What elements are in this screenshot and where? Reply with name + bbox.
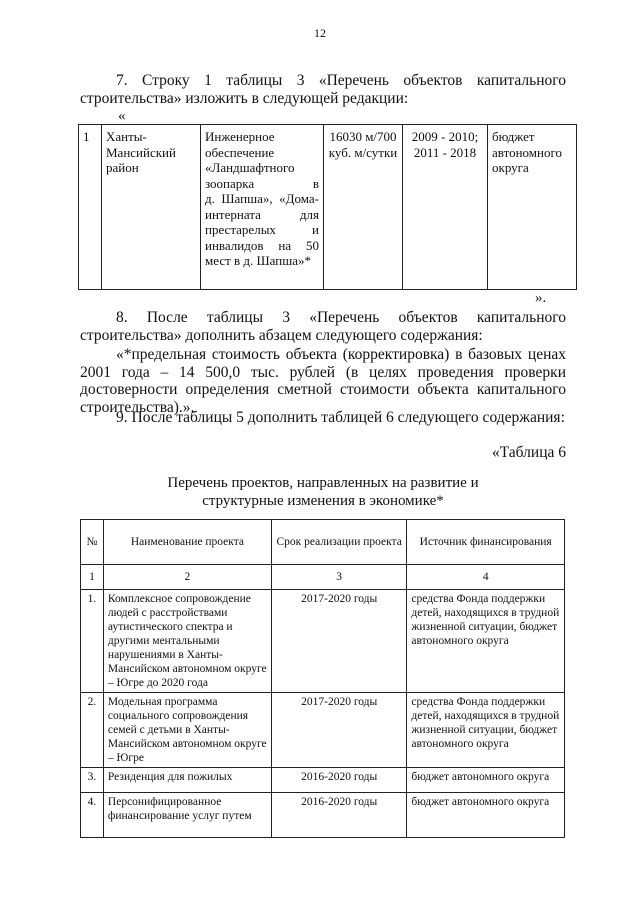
project-source: бюджет автономного округа [407, 793, 565, 838]
project-name: Персонифицированное финансирование услуг путем [103, 793, 271, 838]
project-term: 2017-2020 годы [271, 693, 406, 768]
project-term: 2017-2020 годы [271, 590, 406, 693]
project-name: Комплексное сопровождение людей с расстройствами аутистического спектра и другими ментальными нарушениями в Ханты-Мансийском автономном округе – Югре до 2020 года [103, 590, 271, 693]
index-cell: 4 [407, 565, 565, 590]
row-place: Ханты-Мансийский район [102, 125, 201, 290]
table-row [81, 590, 565, 693]
row-number: 1 [79, 125, 102, 290]
table-row [81, 693, 565, 768]
object-line: зоопарка в [205, 175, 319, 191]
project-source: средства Фонда поддержки детей, находящихся в трудной жизненной ситуации, бюджет автономного округа [407, 693, 565, 768]
project-term: 2016-2020 годы [271, 793, 406, 838]
table-row [81, 768, 565, 793]
object-line: д. Шапша», «Дома- [205, 191, 319, 206]
table-row [81, 793, 565, 838]
table-header-row [81, 520, 565, 565]
object-line: инвалидов на 50 [205, 237, 319, 253]
row-source: бюджет автономного округа [488, 125, 577, 290]
table-6 [80, 519, 565, 838]
header-name: Наименование проекта [103, 520, 271, 565]
object-line: мест в д. Шапша»* [205, 253, 311, 268]
item-8-text: 8. После таблицы 3 «Перечень объектов капитального строительства» дополнить абзацем следующего содержания: [80, 309, 566, 344]
open-quote: « [118, 108, 126, 124]
object-line: интерната для [205, 206, 319, 222]
index-cell: 2 [103, 565, 271, 590]
project-name: Модельная программа социального сопровождения семей с детьми в Ханты-Мансийском автономном округе – Югре [103, 693, 271, 768]
project-term: 2016-2020 годы [271, 768, 406, 793]
table-row [79, 125, 577, 290]
row-object [201, 125, 324, 290]
object-line: «Ландшафтного [205, 160, 295, 175]
item-8-quote: «*предельная стоимость объекта (корректировка) в базовых ценах 2001 года – 14 500,0 тыс. рублей (в целях проведения проверки достоверности определения сметной стоимости объекта капитального строительства).». [80, 346, 566, 416]
item-9-text: 9. После таблицы 5 дополнить таблицей 6 следующего содержания: [116, 409, 565, 426]
table-6-title [80, 474, 566, 510]
header-source: Источник финансирования [407, 520, 565, 565]
project-source: средства Фонда поддержки детей, находящихся в трудной жизненной ситуации, бюджет автономного округа [407, 590, 565, 693]
table-6-title-line-1: Перечень проектов, направленных на развитие и [167, 475, 479, 491]
row-capacity: 16030 м/700 куб. м/сутки [324, 125, 403, 290]
object-line: обеспечение [205, 144, 275, 160]
header-number: № [81, 520, 104, 565]
close-quote: ». [535, 290, 547, 306]
item-7-text: 7. Строку 1 таблицы 3 «Перечень объектов капитального строительства» изложить в следующей редакции: [80, 72, 566, 107]
index-cell: 1 [81, 565, 104, 590]
row-number: 1. [81, 590, 104, 693]
table-3-row-fragment [78, 124, 577, 290]
row-number: 2. [81, 693, 104, 768]
row-years: 2009 - 2010; 2011 - 2018 [403, 125, 488, 290]
table-6-title-line-2: структурные изменения в экономике* [202, 493, 444, 509]
table-6-caption: «Таблица 6 [491, 444, 566, 461]
object-line: престарелых и [205, 222, 319, 237]
project-source: бюджет автономного округа [407, 768, 565, 793]
row-number: 3. [81, 768, 104, 793]
page-number: 12 [314, 26, 326, 40]
row-number: 4. [81, 793, 104, 838]
index-cell: 3 [271, 565, 406, 590]
header-term: Срок реализации проекта [271, 520, 406, 565]
object-line: Инженерное [205, 129, 275, 144]
project-name: Резиденция для пожилых [103, 768, 271, 793]
table-index-row [81, 565, 565, 590]
